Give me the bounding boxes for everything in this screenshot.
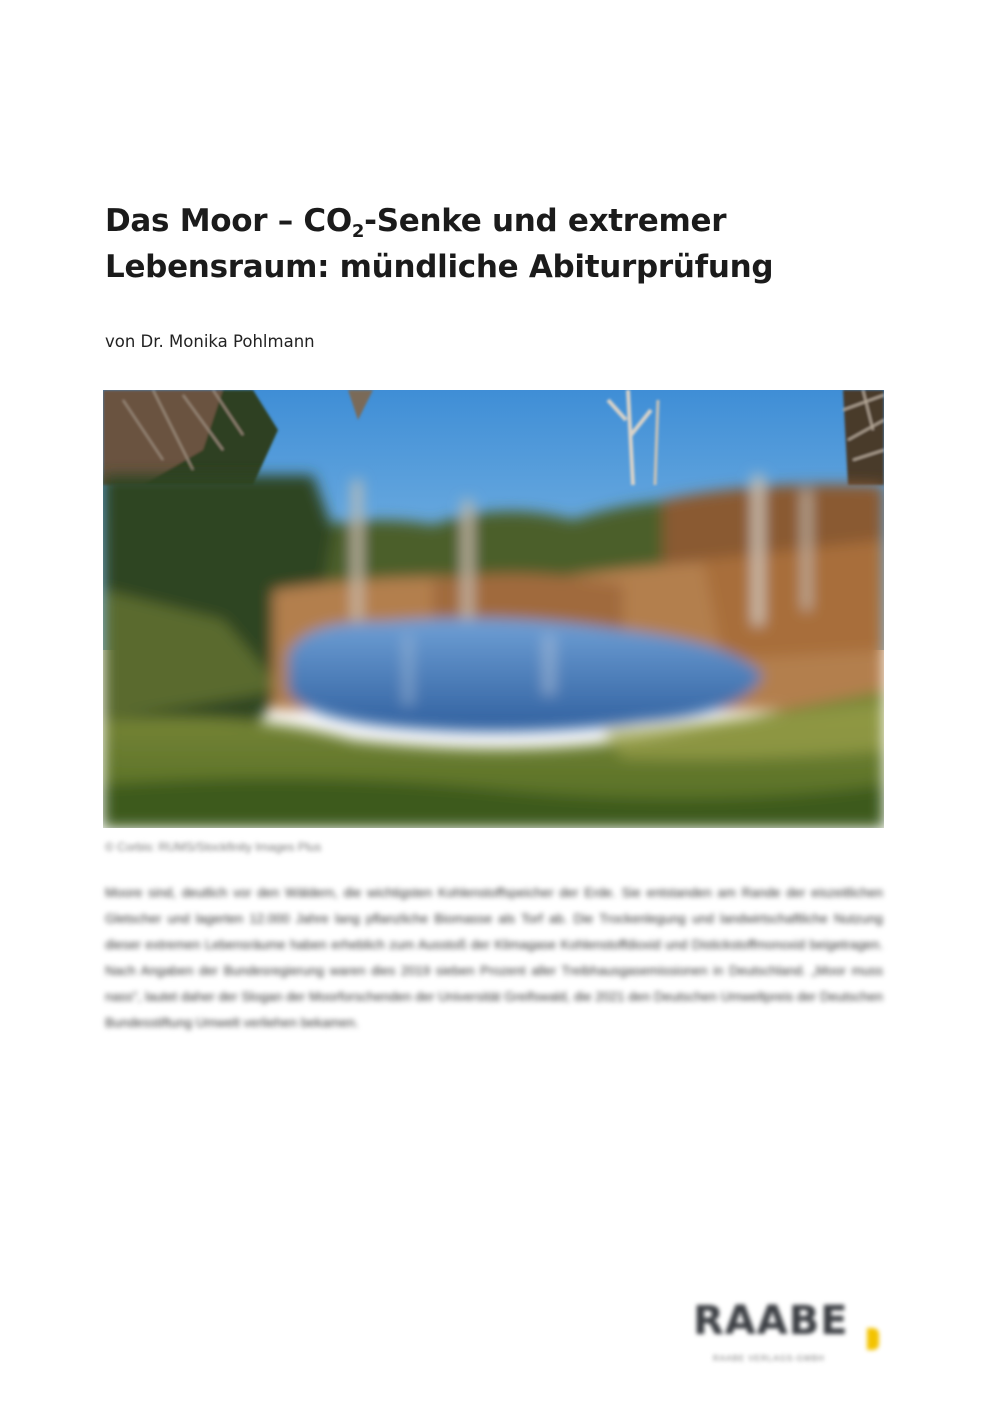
logo-tagline: RAABE VERLAGS-GMBH <box>713 1354 825 1363</box>
author-line: von Dr. Monika Pohlmann <box>105 332 315 351</box>
title-subscript: 2 <box>351 221 365 242</box>
moor-photo <box>103 390 884 828</box>
raabe-logo <box>693 1298 893 1378</box>
title-line-2: Lebensraum: mündliche Abiturprüfung <box>105 249 774 285</box>
title-part-1: Das Moor – CO <box>105 203 352 239</box>
intro-paragraph: Moore sind, deutlich vor den Wäldern, die wichtigsten Kohlenstoffspeicher der Erde. Sie entstanden am Rande der eiszeitlichen Gletscher und lagerten 12.000 Jahre lang pflanzliche Biomasse als Torf ab. Die Trockenlegung und landwirtschaftliche Nutzung dieser extremen Lebensräume haben erheblich zum Ausstoß der Klimagase Kohlenstoffdioxid und Distickstoffmonoxid beigetragen. Nach Angaben der Bundesregierung waren dies 2019 sieben Prozent aller Treibhausgasemissionen in Deutschland. „Moor muss nass", lautet daher der Slogan der Moorforschenden der Universität Greifswald, die 2021 den Deutschen Umweltpreis der Deutschen Bundesstiftung Umwelt verliehen bekamen. <box>105 885 883 1030</box>
document-title <box>105 198 895 290</box>
title-part-2: -Senke und extremer <box>364 203 727 239</box>
photo-credit: © Corbis: RUMS/Stockfinity Images Plus <box>105 840 322 854</box>
logo-accent-mark <box>867 1328 879 1350</box>
logo-wordmark: RAABE <box>693 1298 849 1344</box>
